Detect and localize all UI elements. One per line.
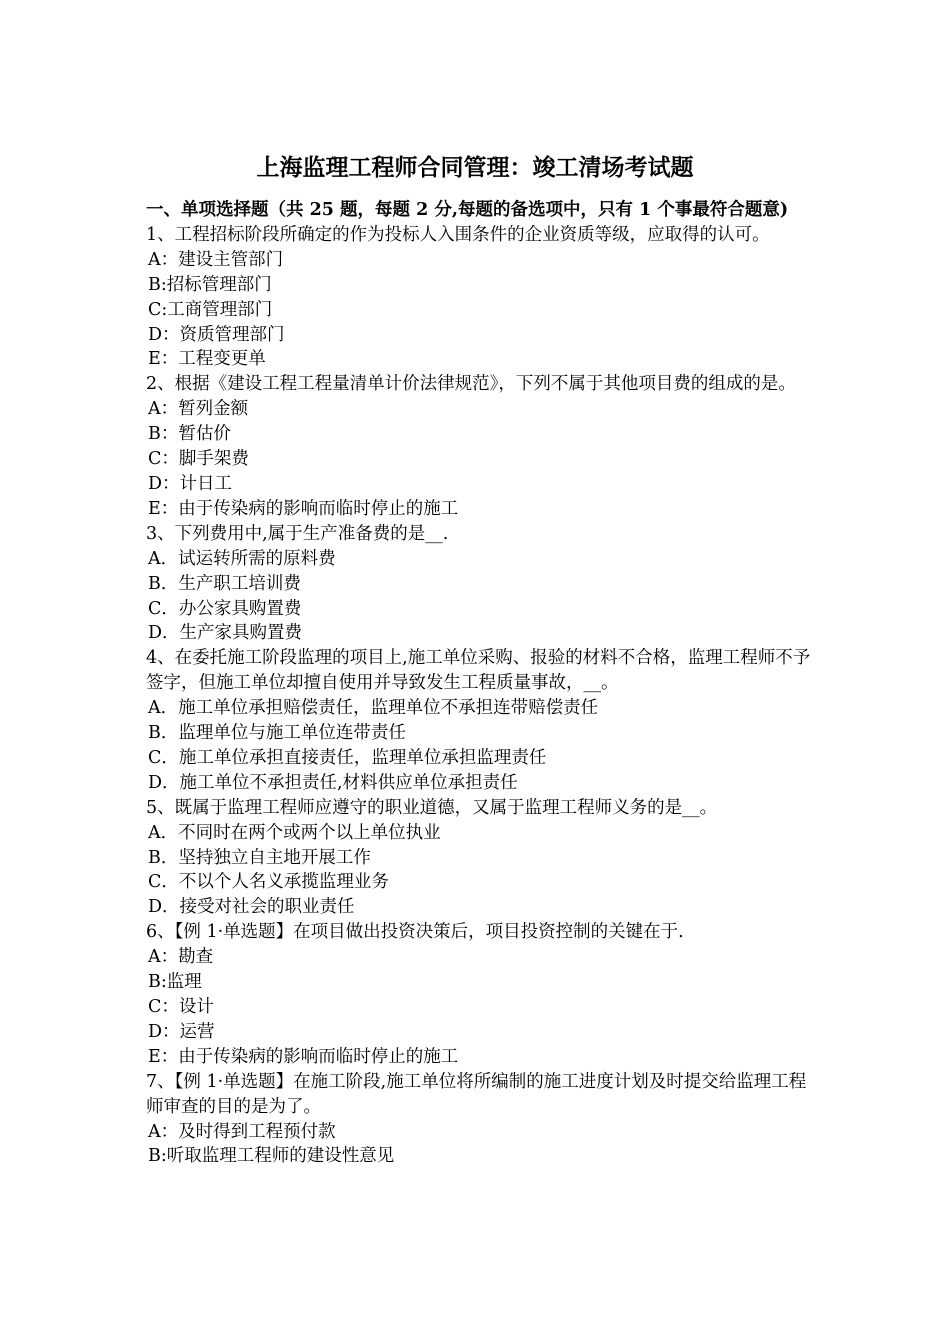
option-a: A．试运转所需的原料费 bbox=[148, 548, 336, 569]
question-stem: 7、【例 1·单选题】在施工阶段,施工单位将所编制的施工进度计划及时提交给监理工程师审查的目的是为了。 bbox=[146, 1071, 807, 1117]
option-a: A．施工单位承担赔偿责任，监理单位不承担连带赔偿责任 bbox=[148, 698, 599, 719]
option-a: A：建设主管部门 bbox=[148, 249, 284, 270]
question-stem: 2、根据《建设工程工程量清单计价法律规范》，下列不属于其他项目费的组成的是。 bbox=[146, 374, 796, 395]
question-stem: 6、【例 1·单选题】在项目做出投资决策后，项目投资控制的关键在于. bbox=[146, 922, 684, 943]
question-3 bbox=[146, 522, 818, 647]
question-7 bbox=[146, 1070, 818, 1170]
option-b: B．生产职工培训费 bbox=[148, 573, 301, 594]
option-d: D．接受对社会的职业责任 bbox=[148, 897, 355, 918]
option-e: E：由于传染病的影响而临时停止的施工 bbox=[148, 498, 459, 519]
document-body bbox=[146, 198, 818, 1169]
question-stem: 5、既属于监理工程师应遵守的职业道德，又属于监理工程师义务的是__。 bbox=[146, 797, 718, 818]
option-d: D：计日工 bbox=[148, 473, 233, 494]
question-5 bbox=[146, 796, 818, 921]
option-a: A：勘查 bbox=[148, 947, 214, 968]
option-b: B:招标管理部门 bbox=[148, 274, 272, 295]
question-6 bbox=[146, 920, 818, 1069]
option-b: B．坚持独立自主地开展工作 bbox=[148, 847, 371, 868]
option-a: A．不同时在两个或两个以上单位执业 bbox=[148, 822, 441, 843]
option-c: C．办公家具购置费 bbox=[148, 598, 302, 619]
option-c: C．施工单位承担直接责任，监理单位承担监理责任 bbox=[148, 747, 547, 768]
option-e: E：由于传染病的影响而临时停止的施工 bbox=[148, 1046, 459, 1067]
option-c: C：脚手架费 bbox=[148, 449, 249, 470]
option-c: C：设计 bbox=[148, 997, 214, 1017]
option-b: B：暂估价 bbox=[148, 424, 231, 445]
question-stem: 3、下列费用中,属于生产准备费的是__. bbox=[146, 523, 449, 544]
option-c: C:工商管理部门 bbox=[148, 299, 273, 320]
option-c: C．不以个人名义承揽监理业务 bbox=[148, 872, 389, 893]
option-b: B:听取监理工程师的建设性意见 bbox=[148, 1146, 395, 1167]
question-stem: 1、工程招标阶段所确定的作为投标人入围条件的企业资质等级，应取得的认可。 bbox=[146, 224, 770, 245]
option-a: A：暂列金额 bbox=[148, 399, 249, 420]
option-d: D．生产家具购置费 bbox=[148, 623, 303, 644]
option-d: D．施工单位不承担责任,材料供应单位承担责任 bbox=[148, 772, 518, 793]
question-4 bbox=[146, 646, 818, 795]
option-d: D：资质管理部门 bbox=[148, 324, 285, 345]
question-stem: 4、在委托施工阶段监理的项目上,施工单位采购、报验的材料不合格，监理工程师不予签字，但施工单位却擅自使用并导致发生工程质量事故，__。 bbox=[146, 648, 811, 694]
option-b: B:监理 bbox=[148, 972, 202, 993]
question-1 bbox=[146, 223, 818, 372]
document-title: 上海监理工程师合同管理：竣工清场考试题 bbox=[256, 154, 694, 181]
option-b: B．监理单位与施工单位连带责任 bbox=[148, 723, 406, 744]
option-e: E：工程变更单 bbox=[148, 349, 266, 370]
option-a: A：及时得到工程预付款 bbox=[148, 1121, 336, 1142]
option-d: D：运营 bbox=[148, 1021, 215, 1042]
question-2 bbox=[146, 372, 818, 521]
section-heading: 一、单项选择题（共 25 题，每题 2 分,每题的备选项中，只有 1 个事最符合题意) bbox=[146, 200, 789, 220]
